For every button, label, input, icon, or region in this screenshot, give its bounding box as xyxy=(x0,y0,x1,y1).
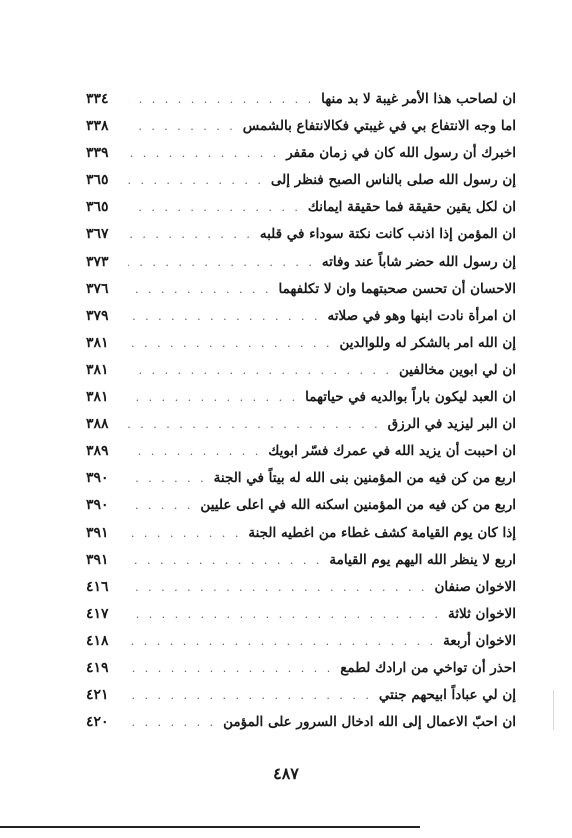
dot-leader xyxy=(128,465,207,492)
entry-title: إن الله امر بالشكر له وللوالدين xyxy=(339,334,516,351)
toc-row xyxy=(86,140,516,167)
entry-title: الاخوان صنفان xyxy=(434,578,516,595)
toc-row xyxy=(86,276,516,303)
entry-title: إن رسول الله صلى بالناس الصبح فنظر إلى xyxy=(270,172,516,189)
entry-title: ان العبد ليكون باراً بوالديه في حياتهما xyxy=(305,389,516,406)
entry-title: الاخوان أربعة xyxy=(443,632,516,649)
toc-row xyxy=(86,330,516,357)
entry-page: ٣٦٧ xyxy=(86,226,109,243)
entry-page: ٣٣٤ xyxy=(86,91,109,107)
toc-row xyxy=(86,303,516,330)
entry-title: اربع من كن فيه من المؤمنين بنى الله له بيتاً في الجنة xyxy=(213,470,516,487)
dot-leader xyxy=(128,492,193,519)
entry-page: ٣٦٥ xyxy=(86,199,109,216)
bottom-rule xyxy=(0,826,420,828)
dot-leader xyxy=(128,167,264,194)
dot-leader xyxy=(128,194,301,221)
dot-leader xyxy=(128,86,314,113)
entry-title: إذا كان يوم القيامة كشف غطاء من اغطيه الجنة xyxy=(248,524,516,541)
entry-title: اخبرك أن رسول الله كان في زمان مقفر xyxy=(286,145,516,162)
toc-row xyxy=(86,438,516,465)
toc-row xyxy=(86,167,516,194)
entry-title: إن لي عباداً ابيحهم جنتي xyxy=(378,687,516,704)
entry-title: الاحسان أن تحسن صحبتهما وان لا تكلفهما xyxy=(278,280,516,297)
entry-page: ٤١٩ xyxy=(86,659,109,676)
dot-leader xyxy=(128,601,441,628)
entry-page: ٣٩٠ xyxy=(86,470,109,487)
entry-page: ٣٨٨ xyxy=(86,416,109,433)
toc-row xyxy=(86,86,516,113)
entry-page: ٣٩١ xyxy=(86,551,109,568)
toc-row xyxy=(86,113,516,140)
entry-title: اما وجه الانتفاع بي في غيبتي فكالانتفاع بالشمس xyxy=(242,118,516,135)
toc-row xyxy=(86,492,516,519)
toc-row xyxy=(86,628,516,655)
dot-leader xyxy=(128,628,436,655)
dot-leader xyxy=(128,113,236,140)
entry-page: ٣٨٩ xyxy=(86,443,109,460)
dot-leader xyxy=(128,438,261,465)
entry-page: ٤١٨ xyxy=(86,632,109,649)
dot-leader xyxy=(128,330,332,357)
entry-page: ٣٦٥ xyxy=(86,172,109,189)
toc-row xyxy=(86,384,516,411)
toc-row xyxy=(86,547,516,574)
toc-row xyxy=(86,249,516,276)
page-number: ٤٨٧ xyxy=(273,764,299,783)
entry-page: ٣٧٩ xyxy=(86,307,109,324)
toc-row xyxy=(86,194,516,221)
dot-leader xyxy=(128,140,279,167)
entry-page: ٣٨١ xyxy=(86,361,109,378)
dot-leader xyxy=(128,411,381,438)
entry-title: ان المؤمن إذا اذنب كانت نكتة سوداء في قلبه xyxy=(259,226,516,243)
entry-title: ان لصاحب هذا الأمر غيبة لا بد منها xyxy=(321,91,516,107)
dot-leader xyxy=(128,221,253,248)
entry-title: ان البر ليزيد في الرزق xyxy=(387,416,516,433)
entry-title: ان امرأة نادت ابنها وهو في صلاته xyxy=(327,307,516,324)
entry-title: اربع لا ينظر الله اليهم يوم القيامة xyxy=(329,551,516,568)
dot-leader xyxy=(128,249,315,276)
dot-leader xyxy=(128,384,298,411)
entry-title: إن رسول الله حضر شاباً عند وفاته xyxy=(321,253,516,270)
entry-page: ٤١٧ xyxy=(86,605,109,622)
dot-leader xyxy=(128,303,321,330)
toc-row xyxy=(86,682,516,709)
dot-leader xyxy=(128,574,427,601)
toc-row xyxy=(86,357,516,384)
entry-title: ان احببت أن يزيد الله في عمرك فسّر ابويك xyxy=(268,443,516,460)
toc-row xyxy=(86,221,516,248)
entry-page: ٣٩٠ xyxy=(86,497,109,514)
entry-page: ٣٩١ xyxy=(86,524,109,541)
entry-page: ٣٧٦ xyxy=(86,280,109,297)
toc-row xyxy=(86,520,516,547)
dot-leader xyxy=(128,655,333,682)
dot-leader xyxy=(128,682,372,709)
entry-page: ٣٨١ xyxy=(86,334,109,351)
entry-title: ان لكل يقين حقيقة فما حقيقة ايمانك xyxy=(307,199,516,216)
dot-leader xyxy=(128,709,216,736)
toc-row xyxy=(86,574,516,601)
entry-page: ٤٢٠ xyxy=(86,714,109,731)
entry-page: ٣٧٣ xyxy=(86,253,109,270)
entry-page: ٤٢١ xyxy=(86,687,109,704)
toc-row xyxy=(86,601,516,628)
entry-title: اربع من كن فيه من المؤمنين اسكنه الله في اعلى عليين xyxy=(200,497,516,514)
entry-page: ٣٣٩ xyxy=(86,145,109,162)
toc-row xyxy=(86,709,516,736)
entry-title: الاخوان ثلاثة xyxy=(448,605,516,622)
dot-leader xyxy=(128,276,271,303)
entry-page: ٣٣٨ xyxy=(86,118,109,135)
entry-page: ٤١٦ xyxy=(86,578,109,595)
margin-mark xyxy=(553,690,554,730)
entry-title: احذر أن تواخي من ارادك لطمع xyxy=(340,659,516,676)
entry-title: ان لي ابوين مخالفين xyxy=(399,361,516,378)
entry-page: ٣٨١ xyxy=(86,389,109,406)
dot-leader xyxy=(128,520,241,547)
toc-row xyxy=(86,411,516,438)
toc-row xyxy=(86,655,516,682)
toc-row xyxy=(86,465,516,492)
dot-leader xyxy=(128,547,322,574)
dot-leader xyxy=(128,357,392,384)
entry-title: ان احبّ الاعمال إلى الله ادخال السرور على المؤمن xyxy=(223,714,516,731)
table-of-contents xyxy=(86,86,516,736)
